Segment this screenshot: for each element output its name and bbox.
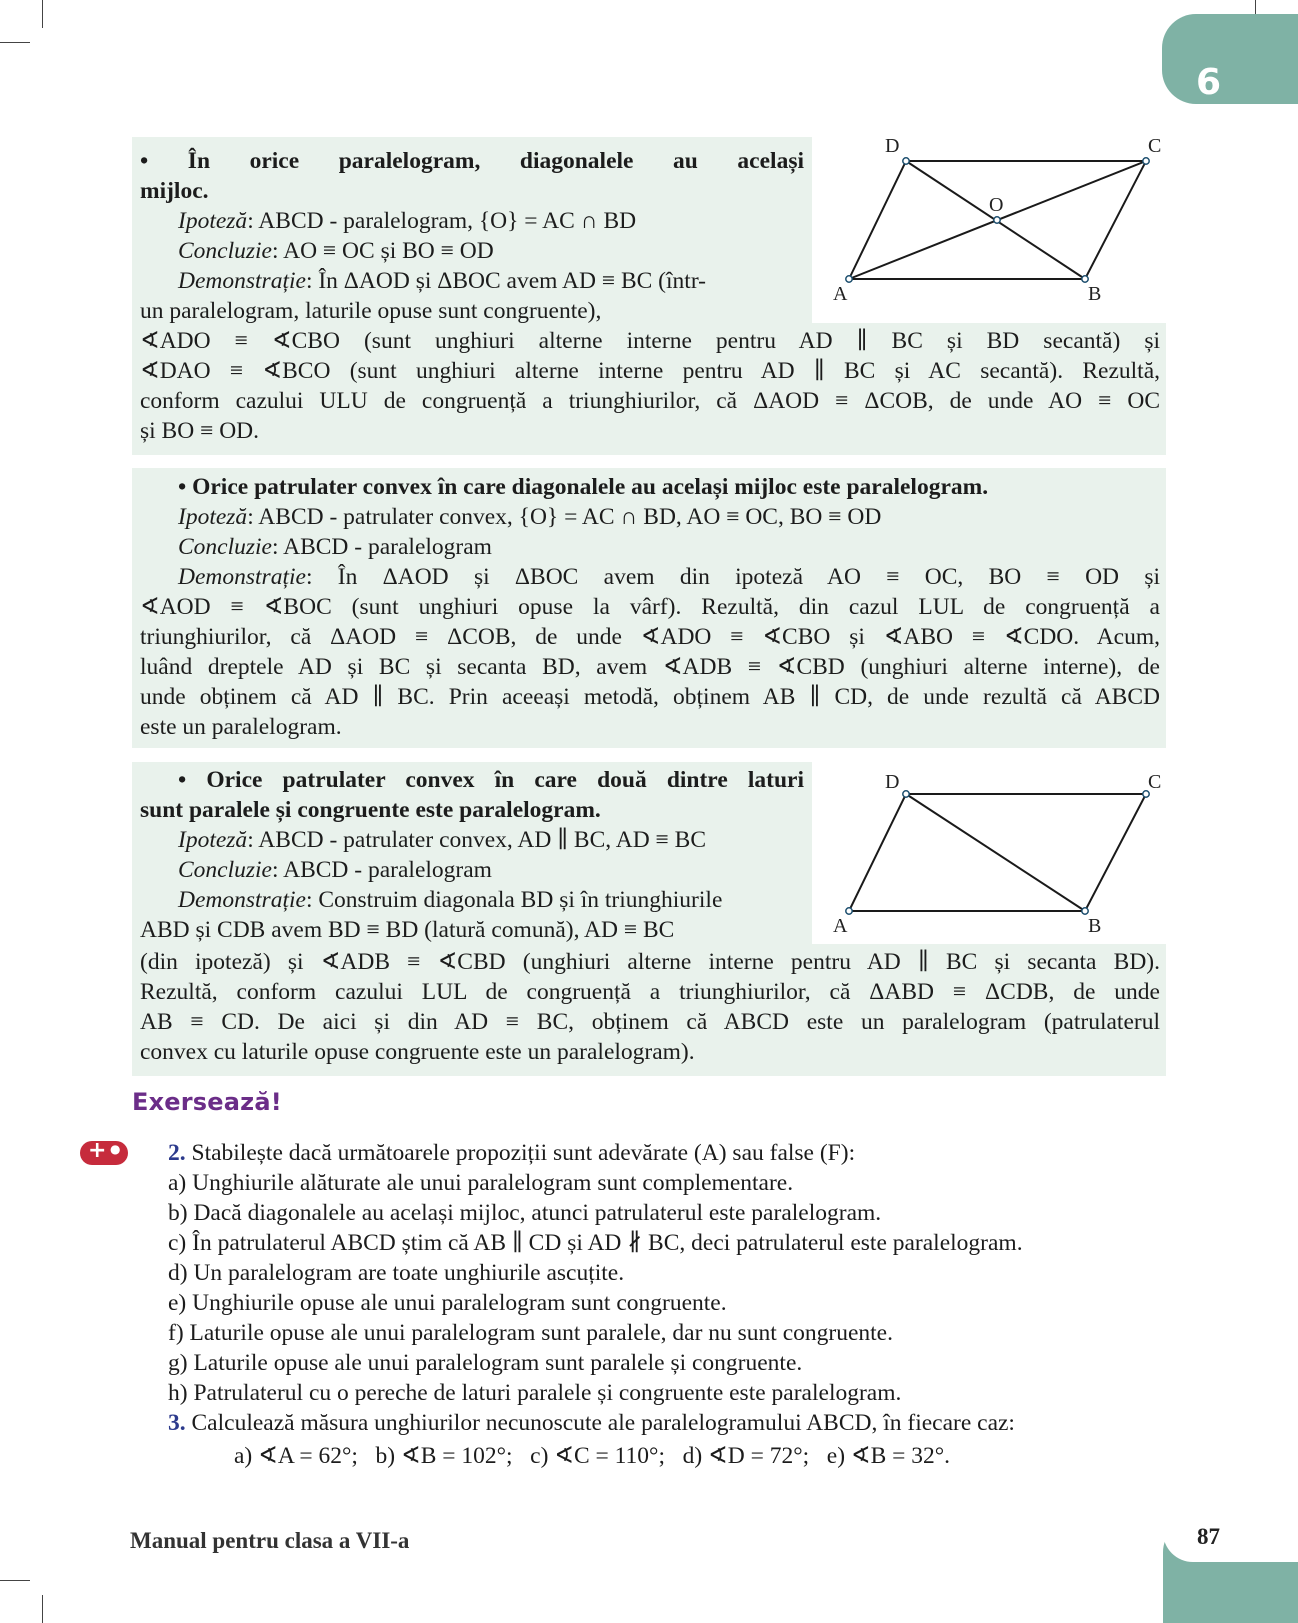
proof-text: : Construim diagonala BD și în triunghiurile bbox=[305, 887, 723, 913]
hypothesis-3 bbox=[140, 825, 804, 855]
theorem-3-title-line2: sunt paralele și congruente este paralelogram. bbox=[140, 797, 601, 823]
conclusion-2 bbox=[140, 532, 1160, 562]
hypothesis-1 bbox=[140, 206, 804, 236]
proof-1-line4: ∢DAO ≡ ∢BCO (sunt unghiuri alterne interne pentru AD ∥ BC și AC secantă). Rezultă, bbox=[140, 358, 1160, 384]
diagonal-bd bbox=[906, 794, 1085, 911]
exercise-3-text: Calculează măsura unghiurilor necunoscute ale paralelogramului ABCD, în fiecare caz: bbox=[191, 1410, 1015, 1436]
proof-3-line6: convex cu laturile opuse congruente este un paralelogram). bbox=[140, 1039, 695, 1065]
proof-1-line6: și BO ≡ OD. bbox=[140, 418, 260, 444]
label-a: A bbox=[833, 283, 848, 305]
theorem-1-title-line1: • În orice paralelogram, diagonalele au același bbox=[140, 148, 804, 174]
hypothesis-label: Ipoteză bbox=[178, 208, 248, 234]
label-a: A bbox=[833, 915, 848, 937]
chapter-number: 6 bbox=[1196, 62, 1222, 103]
label-b: B bbox=[1088, 283, 1102, 305]
conclusion-3 bbox=[140, 855, 804, 885]
label-c: C bbox=[1148, 135, 1162, 157]
theorem-1-proof-cont bbox=[140, 326, 1160, 446]
proof-2-line1 bbox=[140, 562, 1160, 592]
footer-tab-notch bbox=[1163, 1522, 1298, 1562]
parallelogram-diagonals-figure bbox=[820, 130, 1180, 310]
exercise-2-item: d) Un paralelogram are toate unghiurile ascuțite. bbox=[168, 1260, 625, 1286]
proof-label: Demonstrație bbox=[178, 268, 306, 294]
proof-3-line3: (din ipoteză) și ∢ADB ≡ ∢CBD (unghiuri alterne interne pentru AD ∥ BC și secanta BD). bbox=[140, 949, 1160, 975]
vertex-b bbox=[1082, 276, 1088, 282]
proof-2-line4: luând dreptele AD și BC și secanta BD, avem ∢ADB ≡ ∢CBD (unghiuri alterne interne), de bbox=[140, 654, 1160, 680]
theorem-3-text bbox=[140, 765, 804, 945]
parallelogram-outline bbox=[849, 794, 1146, 911]
exercise-2-text: Stabilește dacă următoarele propoziții sunt adevărate (A) sau false (F): bbox=[191, 1140, 856, 1166]
vertex-b bbox=[1082, 908, 1088, 914]
exercise-2 bbox=[168, 1138, 1168, 1168]
proof-2-line2: ∢AOD ≡ ∢BOC (sunt unghiuri opuse la vârf). Rezultă, din cazul LUL de congruență a bbox=[140, 594, 1160, 620]
proof-label: Demonstrație bbox=[178, 887, 306, 913]
theorem-2-text bbox=[140, 472, 1160, 742]
label-c: C bbox=[1148, 771, 1162, 793]
conclusion-text: : ABCD - paralelogram bbox=[272, 857, 492, 883]
theorem-1-title-line2: mijloc. bbox=[140, 178, 209, 204]
proof-1-line1 bbox=[140, 266, 804, 296]
proof-1-line3: ∢ADO ≡ ∢CBO (sunt unghiuri alterne interne pentru AD ∥ BC și BD secantă) și bbox=[140, 328, 1160, 354]
label-d: D bbox=[885, 771, 900, 793]
crop-mark bbox=[42, 1595, 43, 1623]
crop-mark bbox=[0, 1580, 30, 1581]
proof-3-line1 bbox=[140, 885, 804, 915]
proof-1-line5: conform cazului ULU de congruență a triunghiurilor, că ΔAOD ≡ ΔCOB, de unde AO ≡ OC bbox=[140, 388, 1160, 414]
conclusion-text: : AO ≡ OC și BO ≡ OD bbox=[272, 238, 494, 264]
proof-2-line3: triunghiurilor, că ΔAOD ≡ ΔCOB, de unde ∢ADO ≡ ∢CBO și ∢ABO ≡ ∢CDO. Acum, bbox=[140, 624, 1160, 650]
hypothesis-text: : ABCD - paralelogram, {O} = AC ∩ BD bbox=[247, 208, 637, 234]
exercise-2-item: a) Unghiurile alăturate ale unui paralelogram sunt complementare. bbox=[168, 1170, 794, 1196]
exercise-3-cases: a) ∢A = 62°; b) ∢B = 102°; c) ∢C = 110°; d) ∢D = 72°; e) ∢B = 32°. bbox=[234, 1443, 951, 1469]
label-b: B bbox=[1088, 915, 1102, 937]
conclusion-label: Concluzie bbox=[178, 238, 272, 264]
page-number: 87 bbox=[1197, 1524, 1220, 1549]
conclusion-1 bbox=[140, 236, 804, 266]
hypothesis-text: : ABCD - patrulater convex, AD ∥ BC, AD ≡ BC bbox=[247, 827, 707, 853]
exercise-2-item: c) În patrulaterul ABCD știm că AB ∥ CD și AD ∦ BC, deci patrulaterul este paralelogram. bbox=[168, 1230, 1023, 1256]
book-title: Manual pentru clasa a VII-a bbox=[130, 1528, 410, 1553]
proof-3-line5: AB ≡ CD. De aici și din AD ≡ BC, obținem că ABCD este un paralelogram (patrulaterul bbox=[140, 1009, 1160, 1035]
vertex-d bbox=[903, 158, 909, 164]
proof-1-line2: un paralelogram, laturile opuse sunt congruente), bbox=[140, 298, 602, 324]
crop-mark bbox=[0, 42, 30, 43]
proof-text: : În ΔAOD și ΔBOC avem din ipoteză AO ≡ OC, BO ≡ OD și bbox=[305, 564, 1160, 590]
conclusion-text: : ABCD - paralelogram bbox=[272, 534, 492, 560]
proof-text: : În ΔAOD și ΔBOC avem AD ≡ BC (într- bbox=[305, 268, 706, 294]
proof-2-line5: unde obținem că AD ∥ BC. Prin aceeași metodă, obținem AB ∥ CD, de unde rezultă că ABCD bbox=[140, 684, 1160, 710]
hypothesis-label: Ipoteză bbox=[178, 504, 248, 530]
crop-mark bbox=[42, 0, 43, 28]
exercise-2-item: e) Unghiurile opuse ale unui paralelogram sunt congruente. bbox=[168, 1290, 727, 1316]
vertex-c bbox=[1143, 158, 1149, 164]
hypothesis-text: : ABCD - patrulater convex, {O} = AC ∩ BD, AO ≡ OC, BO ≡ OD bbox=[247, 504, 882, 530]
theorem-2-title: • Orice patrulater convex în care diagonalele au același mijloc este paralelogram. bbox=[178, 474, 989, 500]
vertex-a bbox=[846, 276, 852, 282]
exercise-3-number: 3. bbox=[168, 1410, 186, 1436]
theorem-1-text bbox=[140, 146, 804, 326]
exercise-2-item: g) Laturile opuse ale unui paralelogram sunt paralele și congruente. bbox=[168, 1350, 803, 1376]
parallelogram-diagonal-bd-figure bbox=[820, 760, 1180, 940]
exercise-2-item: b) Dacă diagonalele au același mijloc, atunci patrulaterul este paralelogram. bbox=[168, 1200, 882, 1226]
exercises-heading: Exersează! bbox=[132, 1088, 282, 1116]
chapter-tab bbox=[1162, 14, 1298, 104]
game-controller-icon: + ● bbox=[80, 1141, 128, 1165]
hypothesis-label: Ipoteză bbox=[178, 827, 248, 853]
theorem-3-proof-cont bbox=[140, 947, 1160, 1067]
conclusion-label: Concluzie bbox=[178, 534, 272, 560]
label-o: O bbox=[989, 194, 1004, 216]
proof-label: Demonstrație bbox=[178, 564, 306, 590]
proof-3-line4: Rezultă, conform cazului LUL de congruență a triunghiurilor, că ΔABD ≡ ΔCDB, de unde bbox=[140, 979, 1160, 1005]
theorem-3-title-line1: • Orice patrulater convex în care două dintre laturi bbox=[178, 767, 804, 793]
exercise-2-item: h) Patrulaterul cu o pereche de laturi paralele și congruente este paralelogram. bbox=[168, 1380, 902, 1406]
exercise-2-item: f) Laturile opuse ale unui paralelogram sunt paralele, dar nu sunt congruente. bbox=[168, 1320, 893, 1346]
exercise-list bbox=[168, 1138, 1168, 1471]
vertex-a bbox=[846, 908, 852, 914]
vertex-d bbox=[903, 791, 909, 797]
hypothesis-2 bbox=[140, 502, 1160, 532]
point-o bbox=[994, 217, 1000, 223]
proof-3-line2: ABD și CDB avem BD ≡ BD (latură comună), AD ≡ BC bbox=[140, 917, 675, 943]
conclusion-label: Concluzie bbox=[178, 857, 272, 883]
label-d: D bbox=[885, 135, 900, 157]
proof-2-line6: este un paralelogram. bbox=[140, 714, 342, 740]
exercise-3 bbox=[168, 1408, 1168, 1438]
exercise-2-number: 2. bbox=[168, 1140, 186, 1166]
